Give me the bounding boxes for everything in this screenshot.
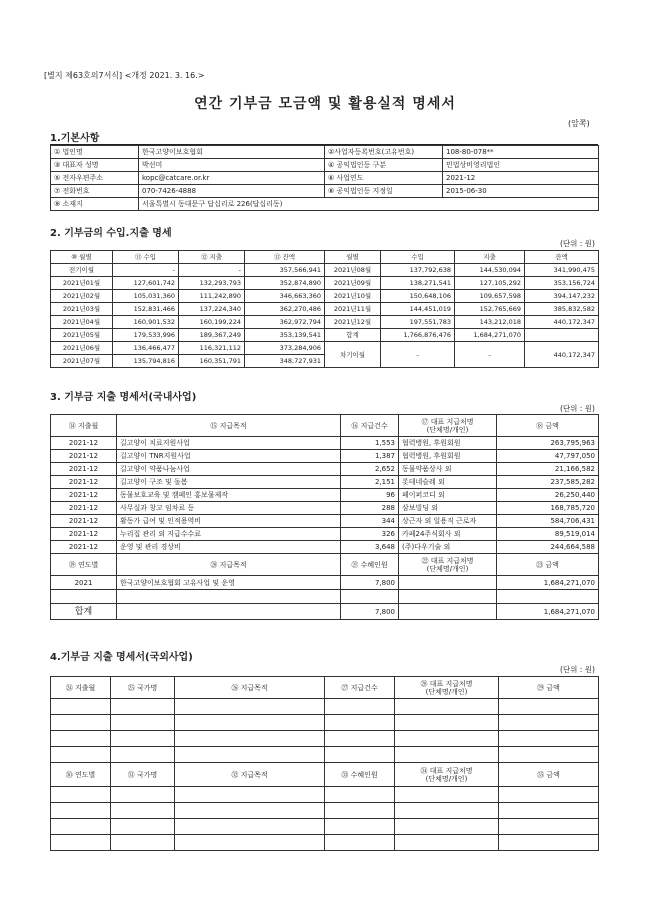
column-header: ⑬ 잔액 bbox=[245, 251, 325, 264]
empty-cell bbox=[499, 699, 599, 715]
section4-heading: 4.기부금 지출 명세서(국외사업) bbox=[50, 652, 193, 663]
table-row bbox=[51, 159, 599, 172]
table-row bbox=[51, 172, 599, 185]
section4-unit: (단위 : 원) bbox=[560, 665, 595, 674]
empty-cell bbox=[395, 803, 499, 819]
column-header: ⑳ 지급목적 bbox=[117, 554, 341, 576]
table-row bbox=[51, 316, 599, 329]
empty-cell bbox=[399, 590, 497, 604]
total-amount: 1,684,271,070 bbox=[497, 604, 599, 620]
form-note: [별지 제63호의7서식] <개정 2021. 3. 16.> bbox=[44, 71, 205, 80]
table-row bbox=[51, 677, 599, 699]
table-row bbox=[51, 604, 599, 620]
field-value: 민법상비영리법인 bbox=[443, 159, 599, 172]
empty-cell bbox=[175, 819, 325, 835]
empty-cell bbox=[51, 787, 111, 803]
column-header: ㉗ 지급건수 bbox=[325, 677, 395, 699]
empty-cell bbox=[111, 715, 175, 731]
count-cell: 1,553 bbox=[341, 437, 399, 450]
column-header: ㉔ 지출월 bbox=[51, 677, 111, 699]
empty-cell bbox=[499, 835, 599, 851]
expense-cell: 132,293,793 bbox=[179, 277, 245, 290]
empty-cell bbox=[499, 819, 599, 835]
basic-info-table bbox=[50, 145, 599, 211]
balance-cell: 352,874,890 bbox=[245, 277, 325, 290]
month-cell: 2021년10월 bbox=[325, 290, 381, 303]
empty-cell bbox=[175, 787, 325, 803]
column-header: ㉖ 지급목적 bbox=[175, 677, 325, 699]
expense-cell: - bbox=[179, 264, 245, 277]
front-label: (앞쪽) bbox=[568, 119, 590, 128]
expense-cell: 109,657,598 bbox=[455, 290, 525, 303]
month-cell: 2021년11월 bbox=[325, 303, 381, 316]
empty-cell bbox=[341, 590, 399, 604]
table-row bbox=[51, 502, 599, 515]
table-row bbox=[51, 590, 599, 604]
empty-cell bbox=[51, 731, 111, 747]
expense-cell: 137,224,340 bbox=[179, 303, 245, 316]
column-header: ⑯ 지급건수 bbox=[341, 415, 399, 437]
empty-cell bbox=[51, 715, 111, 731]
income-expense-table bbox=[50, 250, 599, 368]
empty-cell bbox=[499, 803, 599, 819]
income-cell: - bbox=[113, 264, 179, 277]
recipient-cell: 페이퍼코디 외 bbox=[399, 489, 497, 502]
empty-cell bbox=[111, 747, 175, 763]
empty-cell bbox=[111, 819, 175, 835]
table-row bbox=[51, 515, 599, 528]
amount-cell: 584,706,431 bbox=[497, 515, 599, 528]
table-row bbox=[51, 463, 599, 476]
recipient-cell: 삼보빌딩 외 bbox=[399, 502, 497, 515]
document-title: 연간 기부금 모금액 및 활용실적 명세서 bbox=[194, 96, 456, 112]
income-cell: 135,794,816 bbox=[113, 355, 179, 368]
month-cell: 2021년08월 bbox=[325, 264, 381, 277]
column-header: ⑭ 지출월 bbox=[51, 415, 117, 437]
month-cell: 2021년09월 bbox=[325, 277, 381, 290]
recipient-cell: (주)다우기술 외 bbox=[399, 541, 497, 554]
purpose-cell: 누리집 관리 외 지급수수료 bbox=[117, 528, 341, 541]
count-cell: 288 bbox=[341, 502, 399, 515]
section1-heading: 1.기본사항 bbox=[50, 133, 100, 144]
expense-cell: 143,212,018 bbox=[455, 316, 525, 329]
table-row bbox=[51, 835, 599, 851]
field-value: 2015-06-30 bbox=[443, 185, 599, 198]
recipient-cell: 협력병원, 후원회원 bbox=[399, 437, 497, 450]
empty-cell bbox=[395, 731, 499, 747]
field-label: ① 법인명 bbox=[51, 146, 139, 159]
count-cell: 96 bbox=[341, 489, 399, 502]
empty-cell bbox=[111, 803, 175, 819]
recipient-cell: 상근자 외 일용직 근로자 bbox=[399, 515, 497, 528]
field-value: 박선미 bbox=[139, 159, 325, 172]
recipient-cell: 롯데네슬레 외 bbox=[399, 476, 497, 489]
column-header: ㉜ 지급목적 bbox=[175, 763, 325, 787]
field-label: ④ 공익법인등 구분 bbox=[325, 159, 443, 172]
empty-cell bbox=[111, 731, 175, 747]
income-cell: 127,601,742 bbox=[113, 277, 179, 290]
empty-cell bbox=[51, 590, 117, 604]
expense-cell: 1,684,271,070 bbox=[455, 329, 525, 342]
count-cell: 2,652 bbox=[341, 463, 399, 476]
amount-cell: 47,797,050 bbox=[497, 450, 599, 463]
count-cell: 326 bbox=[341, 528, 399, 541]
balance-cell: 385,832,582 bbox=[525, 303, 599, 316]
column-header: ㉕ 국가명 bbox=[111, 677, 175, 699]
field-value: kopc@catcare.or.kr bbox=[139, 172, 325, 185]
income-cell: 138,271,541 bbox=[381, 277, 455, 290]
purpose-cell: 사무실과 창고 임차료 등 bbox=[117, 502, 341, 515]
field-label: ⑤ 전자우편주소 bbox=[51, 172, 139, 185]
month-cell: 2021-12 bbox=[51, 502, 117, 515]
purpose-cell: 길고양이 치료지원사업 bbox=[117, 437, 341, 450]
income-cell: 137,792,638 bbox=[381, 264, 455, 277]
income-cell: 1,766,876,476 bbox=[381, 329, 455, 342]
table-row bbox=[51, 146, 599, 159]
field-value: 108-80-078** bbox=[443, 146, 599, 159]
empty-cell bbox=[51, 747, 111, 763]
empty-cell bbox=[117, 590, 341, 604]
amount-cell: 26,250,440 bbox=[497, 489, 599, 502]
field-label: ⑥ 사업연도 bbox=[325, 172, 443, 185]
empty-cell bbox=[395, 835, 499, 851]
table-row bbox=[51, 715, 599, 731]
balance-cell bbox=[525, 329, 599, 342]
empty-cell bbox=[325, 787, 395, 803]
empty-cell bbox=[325, 715, 395, 731]
table-row bbox=[51, 251, 599, 264]
income-cell: 136,466,477 bbox=[113, 342, 179, 355]
table-row bbox=[51, 264, 599, 277]
total-label: 합계 bbox=[51, 604, 117, 620]
balance-cell: 362,972,794 bbox=[245, 316, 325, 329]
purpose-cell: 길고양이 구조 및 돌봄 bbox=[117, 476, 341, 489]
column-header: ⑩ 월별 bbox=[51, 251, 113, 264]
field-label: ③ 대표자 성명 bbox=[51, 159, 139, 172]
table-row bbox=[51, 342, 599, 355]
balance-cell: 353,156,724 bbox=[525, 277, 599, 290]
column-header: ⑰ 대표 지급처명 (단체명/개인) bbox=[399, 415, 497, 437]
month-cell: 2021년04월 bbox=[51, 316, 113, 329]
amount-cell: 21,166,582 bbox=[497, 463, 599, 476]
field-label: ②사업자등록번호(고유번호) bbox=[325, 146, 443, 159]
month-cell: 2021년06월 bbox=[51, 342, 113, 355]
empty-cell bbox=[499, 731, 599, 747]
table-row bbox=[51, 303, 599, 316]
month-cell: 2021년01월 bbox=[51, 277, 113, 290]
column-header: ㉟ 금액 bbox=[499, 763, 599, 787]
table-row bbox=[51, 329, 599, 342]
empty-cell bbox=[51, 803, 111, 819]
month-cell: 2021년03월 bbox=[51, 303, 113, 316]
empty-cell bbox=[51, 699, 111, 715]
balance-cell: 346,663,360 bbox=[245, 290, 325, 303]
amount-cell: 168,785,720 bbox=[497, 502, 599, 515]
month-cell: 2021-12 bbox=[51, 476, 117, 489]
count-cell: 1,387 bbox=[341, 450, 399, 463]
column-header: ㉝ 수혜인원 bbox=[325, 763, 395, 787]
recipient-cell: 동물약품상사 외 bbox=[399, 463, 497, 476]
month-cell: 2021-12 bbox=[51, 463, 117, 476]
table-row bbox=[51, 198, 599, 211]
column-header: ⑮ 지급목적 bbox=[117, 415, 341, 437]
empty-cell bbox=[175, 803, 325, 819]
empty-cell bbox=[325, 819, 395, 835]
income-cell: 105,031,360 bbox=[113, 290, 179, 303]
column-header: ⑫ 지출 bbox=[179, 251, 245, 264]
section3-heading: 3. 기부금 지출 명세서(국내사업) bbox=[50, 392, 197, 403]
field-label: ⑨ 소재지 bbox=[51, 198, 139, 211]
month-cell: 2021년07월 bbox=[51, 355, 113, 368]
recipient-cell: 협력병원, 후원회원 bbox=[399, 450, 497, 463]
table-row bbox=[51, 450, 599, 463]
empty-cell bbox=[325, 699, 395, 715]
purpose-cell: 길고양이 약품나눔사업 bbox=[117, 463, 341, 476]
column-header: ㉙ 금액 bbox=[499, 677, 599, 699]
table-row bbox=[51, 819, 599, 835]
table-row bbox=[51, 747, 599, 763]
amount-cell: 244,664,588 bbox=[497, 541, 599, 554]
amount-cell: 263,795,963 bbox=[497, 437, 599, 450]
balance-cell: 353,139,541 bbox=[245, 329, 325, 342]
expense-cell: 116,321,112 bbox=[179, 342, 245, 355]
empty-cell bbox=[499, 747, 599, 763]
column-header: ⑪ 수입 bbox=[113, 251, 179, 264]
carry-label: 차기이월 bbox=[325, 342, 381, 368]
table-row bbox=[51, 731, 599, 747]
table-row bbox=[51, 787, 599, 803]
empty-cell bbox=[395, 819, 499, 835]
month-cell: 2021년12월 bbox=[325, 316, 381, 329]
column-header: 월별 bbox=[325, 251, 381, 264]
month-cell: 2021-12 bbox=[51, 437, 117, 450]
empty-cell bbox=[117, 604, 341, 620]
balance-cell: 373,284,906 bbox=[245, 342, 325, 355]
purpose-cell: 동물보호교육 및 캠페인 홍보물제작 bbox=[117, 489, 341, 502]
amount-cell: 89,519,014 bbox=[497, 528, 599, 541]
recipient-cell: 카페24주식회사 외 bbox=[399, 528, 497, 541]
column-header: ㉛ 국가명 bbox=[111, 763, 175, 787]
column-header: 수입 bbox=[381, 251, 455, 264]
empty-cell bbox=[325, 835, 395, 851]
amount-cell: 237,585,282 bbox=[497, 476, 599, 489]
carry-expense: - bbox=[455, 342, 525, 368]
expense-cell: 152,765,669 bbox=[455, 303, 525, 316]
carry-balance: 440,172,347 bbox=[525, 342, 599, 368]
table-row bbox=[51, 476, 599, 489]
balance-cell: 341,990,475 bbox=[525, 264, 599, 277]
column-header: ㉓ 금액 bbox=[497, 554, 599, 576]
domestic-expense-table bbox=[50, 414, 599, 620]
count-cell: 7,800 bbox=[341, 576, 399, 590]
table-row bbox=[51, 554, 599, 576]
empty-cell bbox=[395, 747, 499, 763]
carry-income: - bbox=[381, 342, 455, 368]
income-cell: 197,551,783 bbox=[381, 316, 455, 329]
empty-cell bbox=[175, 699, 325, 715]
table-row bbox=[51, 803, 599, 819]
count-cell: 2,151 bbox=[341, 476, 399, 489]
expense-cell: 160,199,224 bbox=[179, 316, 245, 329]
month-cell: 2021년02월 bbox=[51, 290, 113, 303]
table-row bbox=[51, 576, 599, 590]
empty-cell bbox=[325, 747, 395, 763]
column-header: ⑲ 연도별 bbox=[51, 554, 117, 576]
purpose-cell: 운영 및 관리 경상비 bbox=[117, 541, 341, 554]
balance-cell: 394,147,232 bbox=[525, 290, 599, 303]
month-cell: 합계 bbox=[325, 329, 381, 342]
purpose-cell: 활동가 급여 및 인적용역비 bbox=[117, 515, 341, 528]
empty-cell bbox=[51, 835, 111, 851]
table-row bbox=[51, 185, 599, 198]
empty-cell bbox=[499, 715, 599, 731]
section2-heading: 2. 기부금의 수입.지출 명세 bbox=[50, 228, 172, 239]
field-value: 서울특별시 동대문구 답십리로 226(답십리동) bbox=[139, 198, 599, 211]
balance-cell: 440,172,347 bbox=[525, 316, 599, 329]
recipient-cell bbox=[399, 576, 497, 590]
column-header: ㉑ 수혜인원 bbox=[341, 554, 399, 576]
count-cell: 3,648 bbox=[341, 541, 399, 554]
column-header: ㉒ 대표 지급처명 (단체명/개인) bbox=[399, 554, 497, 576]
purpose-cell: 길고양이 TNR지원사업 bbox=[117, 450, 341, 463]
month-cell: 2021-12 bbox=[51, 515, 117, 528]
empty-cell bbox=[499, 787, 599, 803]
table-row bbox=[51, 699, 599, 715]
empty-cell bbox=[399, 604, 497, 620]
column-header: ㉞ 대표 지급처명 (단체명/개인) bbox=[395, 763, 499, 787]
amount-cell: 1,684,271,070 bbox=[497, 576, 599, 590]
empty-cell bbox=[175, 731, 325, 747]
income-cell: 144,451,019 bbox=[381, 303, 455, 316]
empty-cell bbox=[325, 803, 395, 819]
empty-cell bbox=[175, 715, 325, 731]
table-row bbox=[51, 290, 599, 303]
empty-cell bbox=[175, 747, 325, 763]
field-label: ⑧ 공익법인등 지정일 bbox=[325, 185, 443, 198]
table-row bbox=[51, 437, 599, 450]
expense-cell: 144,530,094 bbox=[455, 264, 525, 277]
empty-cell bbox=[175, 835, 325, 851]
empty-cell bbox=[325, 731, 395, 747]
table-row bbox=[51, 277, 599, 290]
empty-cell bbox=[395, 699, 499, 715]
column-header: ⑱ 금액 bbox=[497, 415, 599, 437]
count-cell: 344 bbox=[341, 515, 399, 528]
table-row bbox=[51, 489, 599, 502]
expense-cell: 111,242,890 bbox=[179, 290, 245, 303]
empty-cell bbox=[111, 699, 175, 715]
balance-cell: 357,566,941 bbox=[245, 264, 325, 277]
month-cell: 2021-12 bbox=[51, 489, 117, 502]
empty-cell bbox=[51, 819, 111, 835]
total-count: 7,800 bbox=[341, 604, 399, 620]
income-cell: 160,901,532 bbox=[113, 316, 179, 329]
column-header: ㉚ 연도별 bbox=[51, 763, 111, 787]
section3-unit: (단위 : 원) bbox=[560, 404, 595, 413]
expense-cell: 160,351,791 bbox=[179, 355, 245, 368]
table-row bbox=[51, 541, 599, 554]
empty-cell bbox=[497, 590, 599, 604]
table-row bbox=[51, 415, 599, 437]
month-cell: 2021-12 bbox=[51, 528, 117, 541]
empty-cell bbox=[111, 835, 175, 851]
month-cell: 전기이월 bbox=[51, 264, 113, 277]
income-cell: 150,648,106 bbox=[381, 290, 455, 303]
empty-cell bbox=[111, 787, 175, 803]
balance-cell: 362,270,486 bbox=[245, 303, 325, 316]
year-cell: 2021 bbox=[51, 576, 117, 590]
income-cell: 152,831,466 bbox=[113, 303, 179, 316]
column-header: ㉘ 대표 지급처명 (단체명/개인) bbox=[395, 677, 499, 699]
month-cell: 2021년05월 bbox=[51, 329, 113, 342]
foreign-expense-table bbox=[50, 676, 599, 851]
field-value: 070-7426-4888 bbox=[139, 185, 325, 198]
column-header: 잔액 bbox=[525, 251, 599, 264]
income-cell: 179,533,996 bbox=[113, 329, 179, 342]
field-label: ⑦ 전화번호 bbox=[51, 185, 139, 198]
purpose-cell: 한국고양이보호협회 고유사업 및 운영 bbox=[117, 576, 341, 590]
month-cell: 2021-12 bbox=[51, 541, 117, 554]
empty-cell bbox=[395, 715, 499, 731]
field-value: 한국고양이보호협회 bbox=[139, 146, 325, 159]
empty-cell bbox=[395, 787, 499, 803]
expense-cell: 189,367,249 bbox=[179, 329, 245, 342]
month-cell: 2021-12 bbox=[51, 450, 117, 463]
column-header: 지출 bbox=[455, 251, 525, 264]
field-value: 2021-12 bbox=[443, 172, 599, 185]
section2-unit: (단위 : 원) bbox=[560, 239, 595, 248]
expense-cell: 127,105,292 bbox=[455, 277, 525, 290]
balance-cell: 348,727,931 bbox=[245, 355, 325, 368]
table-row bbox=[51, 528, 599, 541]
table-row bbox=[51, 763, 599, 787]
